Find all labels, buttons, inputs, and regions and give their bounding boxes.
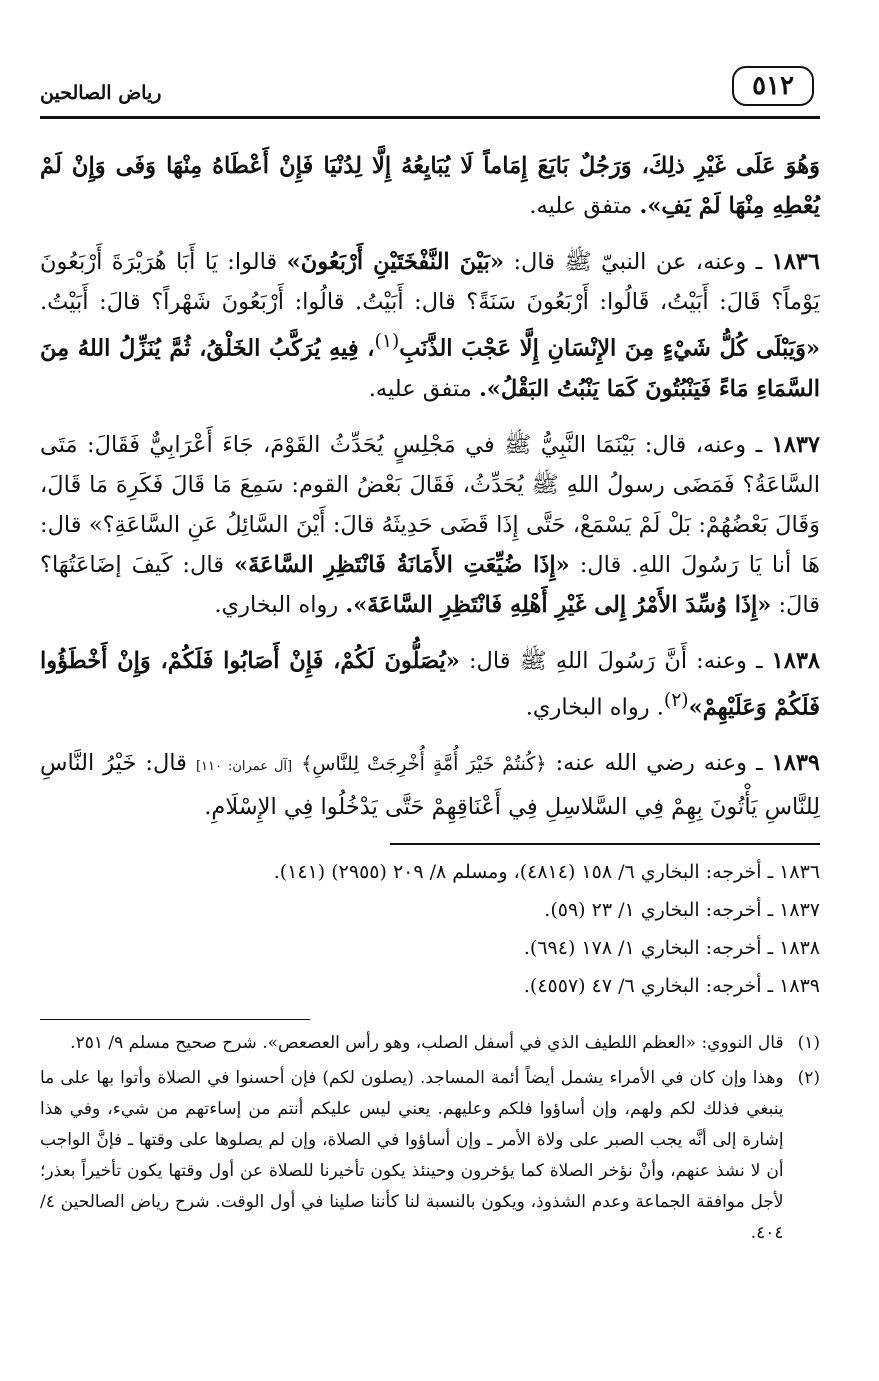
hadith-narration: ـ وعنه، عن النبيّ ﷺ قال: bbox=[513, 249, 763, 275]
hadith-number: ١٨٣٩ bbox=[771, 750, 820, 776]
hadith-narration: ـ وعنه، قال: بَيْنَمَا النَّبِيُّ ﷺ في مَجْلِسٍ يُحَدِّثُ القَوْمَ، جَاءَ أَعْرَابِيٌّ فَقَالَ: مَتَى السَّاعَةُ؟ فَمَضَى رسولُ اللهِ ﷺ يُحَدِّثُ، فَقَالَ بَعْضُ القوم: سَمِعَ مَا قَالَ فَكَرِهَ مَا قَالَ، وَقَالَ بَعْضُهُمْ: بَلْ لَمْ يَسْمَعْ، حَتَّى إِذَا قَضَى حَدِيثَهُ قالَ: أَيْنَ السَّائِلُ عَنِ السَّاعَةِ؟» قال: هَا أنا يَا رَسُولَ اللهِ. قال: bbox=[40, 431, 821, 578]
footnote-text: وهذا وإن كان في الأمراء يشمل أيضاً أئمة المساجد. (يصلون لكم) فإن أحسنوا في الصلاة وأتوا بها على ما ينبغي فذلك لكم ولهم، وإن أساؤوا فلكم وعليهم. يعني ليس عليكم أنتم من إساءتهم من شيء، وفي هذا إشارة إلى أنَّه يجب الصبر على ولاة الأمر ـ وإن أساؤوا في الصلاة، وإن لم يصلوها على وقتها ـ فإنَّ الواجب أن لا نشذ عنهم، وأنْ نؤخر الصلاة كما يؤخرون وحينئذ يكون تأخيرنا للصلاة عن أول وقتها يكون تأخيراً بعذر؛ لأجل موافقة الجماعة وعدم الشذوذ، ويكون بالنسبة لنا كأننا صلينا في أول الوقت. شرح رياض الصالحين ٤/ ٤٠٤. bbox=[40, 1068, 784, 1243]
hadith-grade: متفق عليه. bbox=[529, 193, 633, 219]
book-title: رياض الصالحين bbox=[40, 82, 162, 104]
hadith-number: ١٨٣٧ bbox=[771, 431, 821, 458]
sources-divider bbox=[390, 843, 820, 845]
source-line: ١٨٣٩ ـ أخرجه: البخاري ٦/ ٤٧ (٤٥٥٧). bbox=[523, 975, 820, 997]
page-number: ٥١٢ bbox=[732, 66, 814, 106]
hadith-narration: قالوا: يَا أَبَا هُرَيْرَةَ أَرْبَعُونَ يَوْماً؟ قَالَ: أَبَيْتُ، قَالُوا: أَرْبَعُونَ سَنَةً؟ قال: أَبَيْتُ. قالُوا: أَرْبَعُونَ شَهْراً؟ قالَ: أَبَيْتُ. bbox=[40, 249, 820, 315]
verse-reference: [آل عمران: ١١٠] bbox=[195, 759, 293, 774]
hadith-narration: قال: خَيْرُ النَّاسِ لِلنَّاسِ يَأْتُونَ بِهِمْ فِي السَّلاسِلِ فِي أَعْنَاقِهِمْ حَتَّى يَدْخُلُوا فِي الإِسْلَامِ. bbox=[40, 750, 820, 820]
hadith-quote: ، فِيهِ يُرَكَّبُ الخَلْقُ، ثُمَّ يُنَزِّلُ اللهُ مِنَ السَّمَاءِ مَاءً فَيَنْبُتُونَ كَمَا يَنْبُتُ البَقْلُ». bbox=[40, 335, 820, 402]
source-line: ١٨٣٦ ـ أخرجه: البخاري ٦/ ١٥٨ (٤٨١٤)، ومسلم ٨/ ٢٠٩ (٢٩٥٥) (١٤١). bbox=[273, 861, 820, 883]
footnote bbox=[40, 1063, 820, 1249]
page-header bbox=[40, 60, 820, 120]
footnote-number: (١) bbox=[797, 1033, 820, 1053]
hadith-1836 bbox=[40, 242, 820, 409]
footnotes-divider bbox=[40, 1019, 310, 1020]
hadith-1835-continuation bbox=[40, 146, 820, 226]
header-divider bbox=[40, 116, 820, 119]
source-line: ١٨٣٧ ـ أخرجه: البخاري ١/ ٢٣ (٥٩). bbox=[544, 899, 820, 921]
hadith-1838: ١٨٣٨ ـ وعنه: أَنَّ رَسُولَ اللهِ ﷺ قال: «يُصَلُّونَ لَكُمْ، فَإِنْ أَصَابُوا فَلَكُمْ، وَإِنْ أَخْطَؤُوا فَلَكُمْ وَعَلَيْهِمْ»$^{(٢)}$. رواه البخاري. bbox=[40, 647, 821, 720]
hadith-quote: «يُصَلُّونَ لَكُمْ، فَإِنْ أَصَابُوا فَلَكُمْ، وَإِنْ أَخْطَؤُوا فَلَكُمْ وَعَلَيْهِمْ» bbox=[40, 647, 820, 720]
hadith-quote: «إِذَا وُسِّدَ الأَمْرُ إِلى غَيْرِ أَهْلِهِ فَانْتَظِرِ السَّاعَةَ». bbox=[345, 591, 772, 618]
hadith-grade: متفق عليه. bbox=[368, 375, 472, 402]
footnote bbox=[40, 1028, 820, 1059]
hadith-narration: قال: كَيفَ إضَاعَتُهَا؟ قالَ: bbox=[40, 551, 820, 618]
hadith-number: ١٨٣٦ bbox=[771, 249, 820, 275]
hadith-1839 bbox=[40, 743, 820, 827]
footnote-marker: (٢) bbox=[663, 689, 689, 711]
footnote-number: (٢) bbox=[797, 1068, 820, 1088]
source-references bbox=[40, 853, 820, 1005]
footnotes bbox=[40, 1028, 820, 1249]
footnote-text: قال النووي: «العظم اللطيف الذي في أسفل الصلب، وهو رأس العصعص». شرح صحيح مسلم ٩/ ٢٥١. bbox=[70, 1033, 784, 1053]
hadith-quote: «إِذَا ضُيِّعَتِ الأَمَانَةُ فَانْتَظِرِ السَّاعَةَ» bbox=[234, 551, 570, 578]
hadith-1837 bbox=[40, 425, 820, 625]
quran-verse: ﴿كُنتُمْ خَيْرَ أُمَّةٍ أُخْرِجَتْ لِلنَّاسِ﴾ bbox=[301, 753, 547, 775]
book-page bbox=[40, 60, 820, 1253]
main-text bbox=[40, 120, 820, 827]
source-line: ١٨٣٨ ـ أخرجه: البخاري ١/ ١٧٨ (٦٩٤). bbox=[523, 937, 820, 959]
hadith-narration: ـ وعنه رضي الله عنه: bbox=[555, 750, 763, 776]
hadith-narration: ـ وعنه: أَنَّ رَسُولَ اللهِ ﷺ قال: bbox=[468, 647, 763, 674]
hadith-grade: رواه البخاري. bbox=[214, 591, 339, 618]
hadith-quote: «بَيْنَ النَّفْخَتَيْنِ أَرْبَعُونَ» bbox=[286, 249, 505, 275]
hadith-grade: رواه البخاري. bbox=[525, 694, 650, 720]
hadith-number: ١٨٣٨ bbox=[771, 647, 821, 674]
hadith-quote: «وَيَبْلَى كُلُّ شَيْءٍ مِنَ الإِنْسَانِ إِلَّا عَجْبَ الذَّنَبِ bbox=[399, 335, 821, 362]
hadith-quote: وَهُوَ عَلَى غَيْرِ ذلِكَ، وَرَجُلٌ بَايَعَ إِمَاماً لَا يُبَايِعُهُ إِلَّا لِدُنْيَا فَإِنْ أَعْطَاهُ مِنْهَا وَفَى وَإِنْ لَمْ يُعْطِهِ مِنْهَا لَمْ يَفِ». bbox=[40, 153, 820, 219]
footnote-marker: (١) bbox=[374, 331, 400, 352]
